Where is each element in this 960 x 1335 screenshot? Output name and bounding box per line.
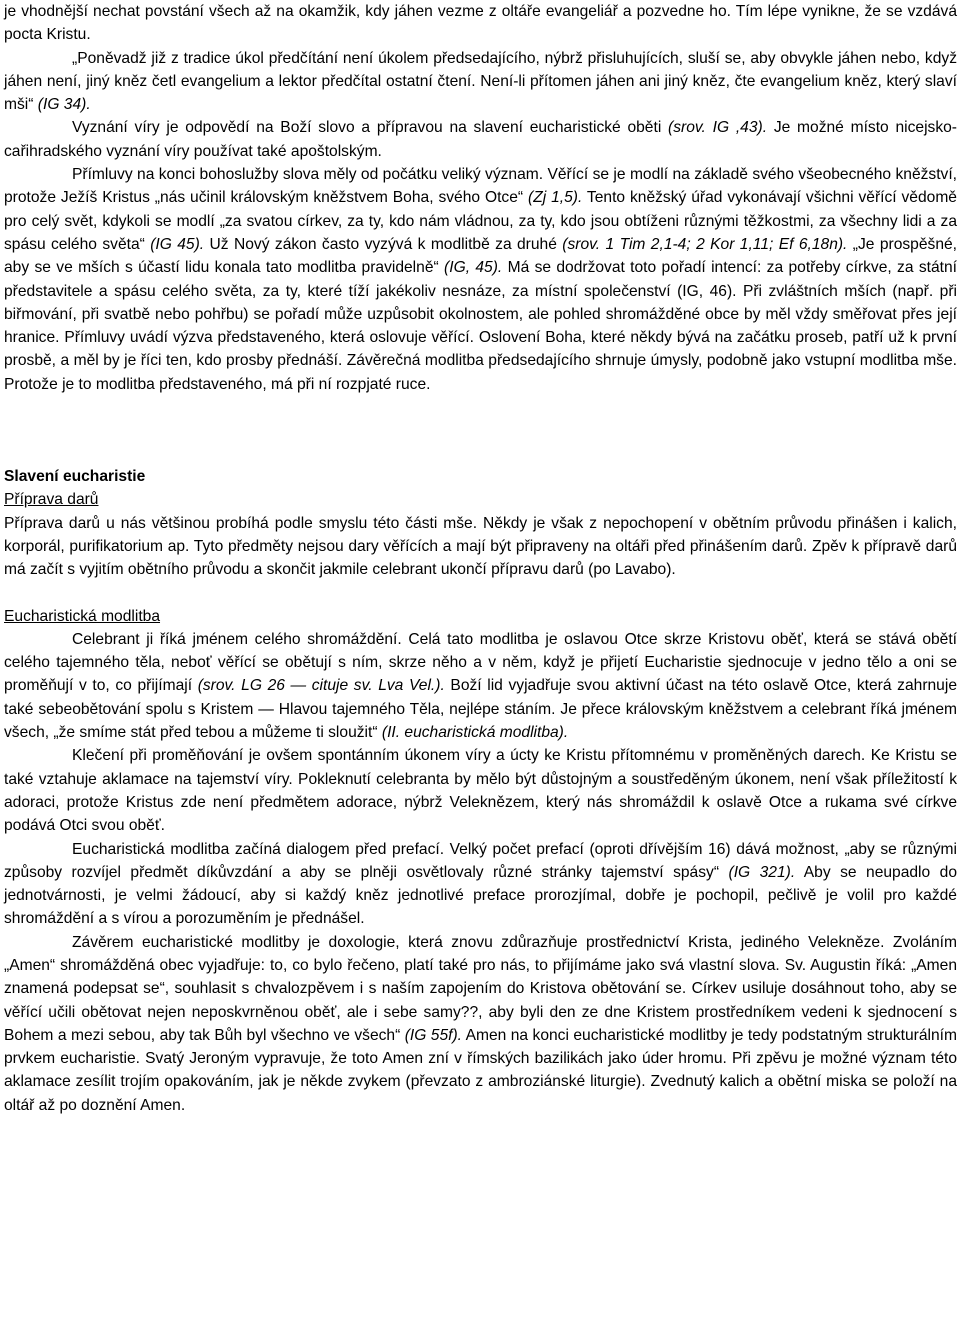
creed-text: Vyznání víry je odpovědí na Boží slovo a přípravou na slavení eucharistické oběti bbox=[72, 119, 662, 137]
intercessions-text: Tento kněžský úřad vykonávají všichni věřící vědomě pro celý svět, kdykoli se modlí „za svatou církev, za ty, kdo nám vládnou, za ty, kdo jsou obtíženi různými těžkostmi, za všechny lidi a za spásu celého světa“ bbox=[4, 189, 957, 253]
gospel-reading-text: „Poněvadž již z tradice úkol předčítání není úkolem předsedajícího, nýbrž přisluhujících, sluší se, aby obvykle jáhen nebo, když jáhen není, jiný kněz četl evangelium a lektor předčítal ostatní čtení. Není-li přítomen jáhen ani jiný kněz, čte evangelium kněz, který slaví mši“ bbox=[4, 49, 957, 114]
intro-paragraph bbox=[4, 0, 957, 47]
eucharistic-prayer-paragraph-1 bbox=[4, 628, 957, 744]
intercessions-text: „Je prospěšné, aby se ve mších s účastí lidu konala tato modlitba pravidelně“ bbox=[4, 235, 958, 277]
reference: (II. eucharistická modlitba). bbox=[381, 724, 569, 742]
paragraph-text: Aby se neupadlo do jednotvárnosti, je velmi žádoucí, aby si každý kněz jednotlivé preface prorozjímal, dobře je pochopil, pečlivě je volil pro každé shromáždění a s vírou a porozuměním je přednášel. bbox=[4, 863, 957, 928]
reference: (srov. LG 26 — cituje sv. Lva Vel.). bbox=[197, 677, 445, 695]
spacer bbox=[4, 396, 957, 465]
intro-text: je vhodnější nechat povstání všech až na okamžik, kdy jáhen vezme z oltáře evangeliář a pozvedne ho. Tím lépe vynikne, že se vzdává pocta Kristu. bbox=[4, 3, 957, 44]
reference: (IG 45). bbox=[150, 235, 205, 253]
reference: (IG 321). bbox=[728, 863, 796, 881]
paragraph-text: Amen na konci eucharistické modlitby je tedy podstatným strukturálním prvkem eucharistie. Svatý Jeroným vypravuje, že toto Amen zní v římských bazilikách jako úder hromu. Při zpěvu je možné význam této aklamace zesílit trojím opakováním, jak je někde zvykem (převzato z ambroziánské liturgie). Zvednutý kalich a obětní miska se položí na oltář až po doznění Amen. bbox=[4, 1026, 957, 1114]
intercessions-text: Už Nový zákon často vyzývá k modlitbě za druhé bbox=[209, 235, 557, 253]
eucharistic-prayer-paragraph-4 bbox=[4, 931, 957, 1117]
gifts-text: Příprava darů u nás většinou probíhá podle smyslu této části mše. Někdy je však z nepochopení v obětním průvodu přinášen i kalich, korporál, purifikatorium ap. Tyto předměty nejsou dary věřících a mají být připraveny na oltáři před přinášením darů. Zpěv k přípravě darů má začít s vyjitím obětního průvodu a skončit jakmile celebrant ukončí přípravu darů (po Lavabo). bbox=[4, 514, 957, 579]
reference: (IG 34). bbox=[37, 96, 91, 114]
reference: (srov. IG ,43). bbox=[668, 119, 768, 137]
section-heading: Slavení eucharistie bbox=[4, 468, 146, 486]
paragraph-text: Eucharistická modlitba začíná dialogem před prefací. Velký počet prefací (oproti dřívějším 16) dává možnost, „aby se různými způsoby rozvíjel předmět díkůvzdání a aby se plněji osvětlovaly různé stránky tajemství spásy“ bbox=[4, 840, 957, 881]
creed-text-2: Je možné místo nicejsko-cařihradského vyznání víry používat také apoštolským. bbox=[4, 119, 957, 160]
gifts-paragraph bbox=[4, 512, 957, 582]
intercessions-text: Má se dodržovat toto pořadí intencí: za potřeby církve, za státní představitele a spásu celého světa, za ty, které tíží jakékoliv nesnáze, za místní společenství (IG, 46). Při zvláštních mších (např. při biřmování, při svatbě nebo pohřbu) se pořadí může uzpůsobit okolnostem, ale pohled shromážděné obce by měl vždy směřovat přes její hranice. Přímluvy uvádí výzva představeného, která oslovuje věřící. Oslovení Boha, které někdy bývá na začátku proseb, patří už k první prosbě, a měl by je říci ten, kdo prosby přednáší. Závěrečná modlitba předsedajícího shrnuje úmysly, podobně jako vstupní modlitba mše. Protože je to modlitba představeného, má při ní rozpjaté ruce. bbox=[4, 259, 958, 393]
reference: (IG 55f). bbox=[404, 1026, 463, 1044]
creed-paragraph bbox=[4, 116, 957, 163]
subheading-eucharistic-prayer: Eucharistická modlitba bbox=[4, 607, 161, 625]
reference: (IG, 45). bbox=[444, 259, 503, 277]
intercessions-paragraph bbox=[4, 163, 957, 396]
reference: (srov. 1 Tim 2,1-4; 2 Kor 1,11; Ef 6,18n). bbox=[562, 235, 848, 253]
paragraph-text: Celebrant ji říká jménem celého shromáždění. Celá tato modlitba je oslavou Otce skrze Kristovu oběť, která se stává obětí celého tajemného těla, neboť věřící se obětují s ním, skrze něho a v něm, když je přijetí Eucharistie sjednocuje v jedno tělo a oni se proměňují v to, co přijímají bbox=[4, 630, 957, 695]
paragraph-text: Boží lid vyjadřuje svou aktivní účast na této oslavě Otce, která zahrnuje také sebeobětování spolu s Kristem — Hlavou tajemného Těla, nejlépe stáním. Je přece královským kněžstvem a celebrant říká jménem všech, „že smíme stát před tebou a můžeme ti sloužit“ bbox=[4, 677, 957, 742]
intercessions-text: Přímluvy na konci bohoslužby slova měly od počátku veliký význam. Věřící se je modlí na základě svého všeobecného kněžství, protože Ježíš Kristus „nás učinil královským kněžstvem Boha, svého Otce“ bbox=[4, 166, 957, 207]
reference: (Zj 1,5). bbox=[528, 189, 583, 207]
eucharistic-prayer-paragraph-3 bbox=[4, 838, 957, 931]
gospel-reading-paragraph bbox=[4, 47, 957, 117]
paragraph-text: Závěrem eucharistické modlitby je doxologie, která znovu zdůrazňuje prostřednictví Krista, jediného Velekněze. Zvoláním „Amen“ shromážděná obec vyjadřuje: to, co bylo řečeno, platí také pro nás, to přijímáme jako svá vlastní slova. Sv. Augustin říká: „Amen znamená podepsat se“, souhlasit s chvalozpěvem i s naším zapojením do Kristova obětování se. Církev usiluje dosáhnout toho, aby se věřící učili obětovat nejen neposkvrněnou oběť, ale i sebe samy??, aby byli den ze dne Kristem prostředníkem vedeni k sjednocení s Bohem a mezi sebou, aby tak Bůh byl všechno ve všech“ bbox=[4, 933, 957, 1044]
spacer bbox=[4, 582, 957, 605]
subheading-gifts: Příprava darů bbox=[4, 491, 99, 509]
paragraph-text: Klečení při proměňování je ovšem spontánním úkonem víry a úcty ke Kristu přítomnému v proměněných darech. Ke Kristu se také vztahuje aklamace na tajemství víry. Pokleknutí celebranta by mělo být důstojným a soustředěným úkonem, není však příležitostí k adoraci, protože Kristus zde není předmětem adorace, nýbrž Veleknězem, který nás shromáždil k oslavě Otce a rukama své církve podává Otci svou oběť. bbox=[4, 747, 957, 835]
eucharistic-prayer-paragraph-2 bbox=[4, 744, 957, 837]
